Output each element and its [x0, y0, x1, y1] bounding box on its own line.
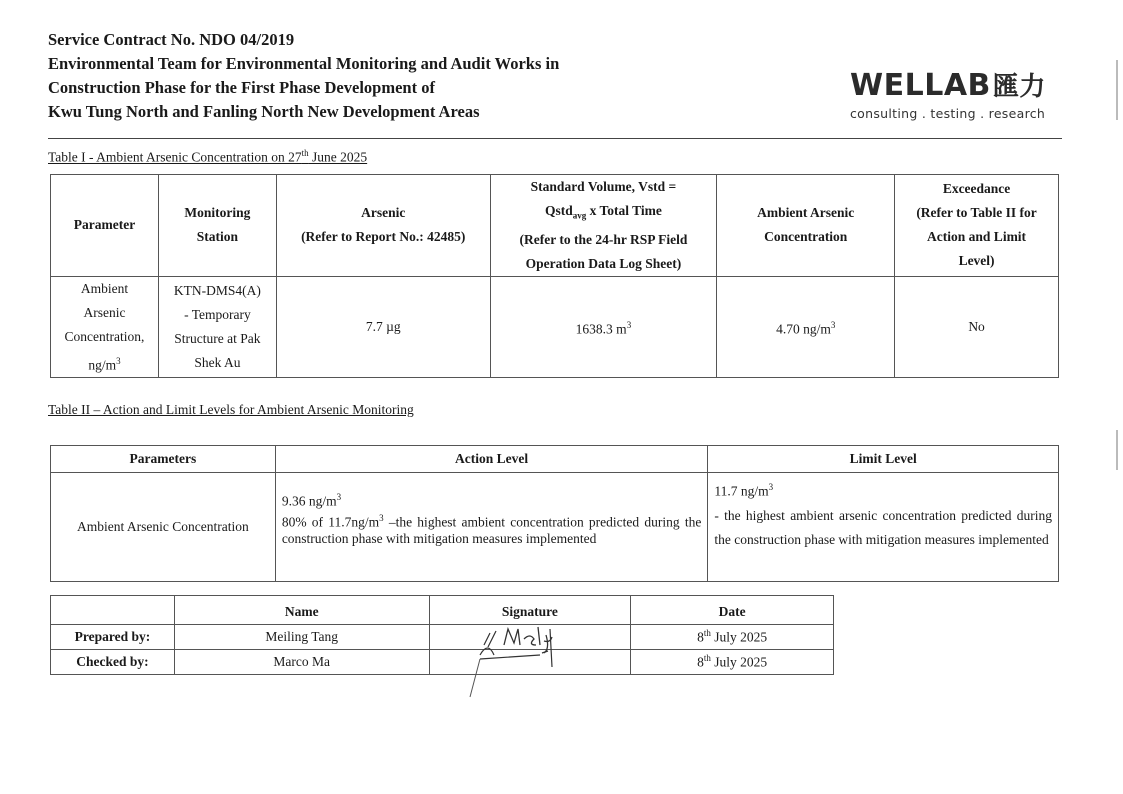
table-row: [51, 650, 834, 675]
scan-artifact: [1116, 430, 1118, 470]
checked-by-name: Marco Ma: [174, 650, 429, 675]
contract-number: Service Contract No. NDO 04/2019: [48, 30, 295, 49]
checked-by-label: Checked by:: [51, 650, 175, 675]
checked-by-date: 8th July 2025: [631, 650, 834, 675]
header-standard-volume: Standard Volume, Vstd = Qstd$_{avg}$ x Total Time (Refer to the 24-hr RSP Field Operation Data Log Sheet): [490, 175, 717, 277]
document-header: [48, 28, 748, 124]
header-divider: [48, 138, 1062, 139]
header-date: Date: [631, 596, 834, 625]
header-line-2: Environmental Team for Environmental Monitoring and Audit Works in: [48, 54, 560, 73]
table2-caption: Table II – Action and Limit Levels for Ambient Arsenic Monitoring: [48, 402, 414, 417]
header-monitoring-station: Monitoring Station: [158, 175, 276, 277]
table-header-row: [51, 175, 1059, 277]
cell-action-level: 9.36 $ng/m^3$ 80% of $11.7ng/m^3$ –the highest ambient concentration predicted during the construction phase with mitigation measures implemented: [275, 473, 708, 582]
scan-artifact: [1116, 60, 1118, 120]
logo-wordmark: WELLAB匯力: [850, 68, 1046, 103]
header-parameters: Parameters: [51, 446, 276, 473]
cell-station: KTN-DMS4(A) - Temporary Structure at Pak Shek Au: [158, 276, 276, 378]
header-exceedance: Exceedance (Refer to Table II for Action and Limit Level): [895, 175, 1059, 277]
table-header-row: [51, 596, 834, 625]
header-ambient-concentration: Ambient Arsenic Concentration: [717, 175, 895, 277]
table-row: [51, 473, 1059, 582]
header-limit-level: Limit Level: [708, 446, 1059, 473]
cell-concentration: 4.70 $ng/m^3$: [717, 276, 895, 378]
cell-exceedance: No: [895, 276, 1059, 378]
signoff-table: [50, 595, 834, 675]
prepared-by-label: Prepared by:: [51, 625, 175, 650]
arsenic-concentration-table: [50, 174, 1059, 378]
header-parameter: Parameter: [51, 175, 159, 277]
action-limit-table: [50, 445, 1059, 582]
cell-parameter: Ambient Arsenic Concentration, $ng/m^3$: [51, 276, 159, 378]
header-action-level: Action Level: [275, 446, 708, 473]
table1-caption: Table I - Ambient Arsenic Concentration on 27th June 2025: [48, 148, 368, 165]
wellab-logo: [850, 70, 1050, 121]
table-row: [51, 625, 834, 650]
header-line-4: Kwu Tung North and Fanling North New Development Areas: [48, 102, 480, 121]
table-row: [51, 276, 1059, 378]
table-header-row: [51, 446, 1059, 473]
prepared-by-name: Meiling Tang: [174, 625, 429, 650]
cell-arsenic: 7.7 µg: [276, 276, 490, 378]
header-signature: Signature: [429, 596, 631, 625]
cell-standard-volume: 1638.3 $m^3$: [490, 276, 717, 378]
checked-by-signature: [429, 650, 631, 675]
header-arsenic: Arsenic (Refer to Report No.: 42485): [276, 175, 490, 277]
cell-parameter: Ambient Arsenic Concentration: [51, 473, 276, 582]
header-blank: [51, 596, 175, 625]
logo-tagline: consulting . testing . research: [850, 106, 1046, 121]
cell-limit-level: 11.7 $ng/m^3$ - the highest ambient arsenic concentration predicted during the construction phase with mitigation measures implemented: [708, 473, 1059, 582]
header-name: Name: [174, 596, 429, 625]
header-line-3: Construction Phase for the First Phase Development of: [48, 78, 435, 97]
prepared-by-date: 8th July 2025: [631, 625, 834, 650]
prepared-by-signature: [429, 625, 631, 650]
